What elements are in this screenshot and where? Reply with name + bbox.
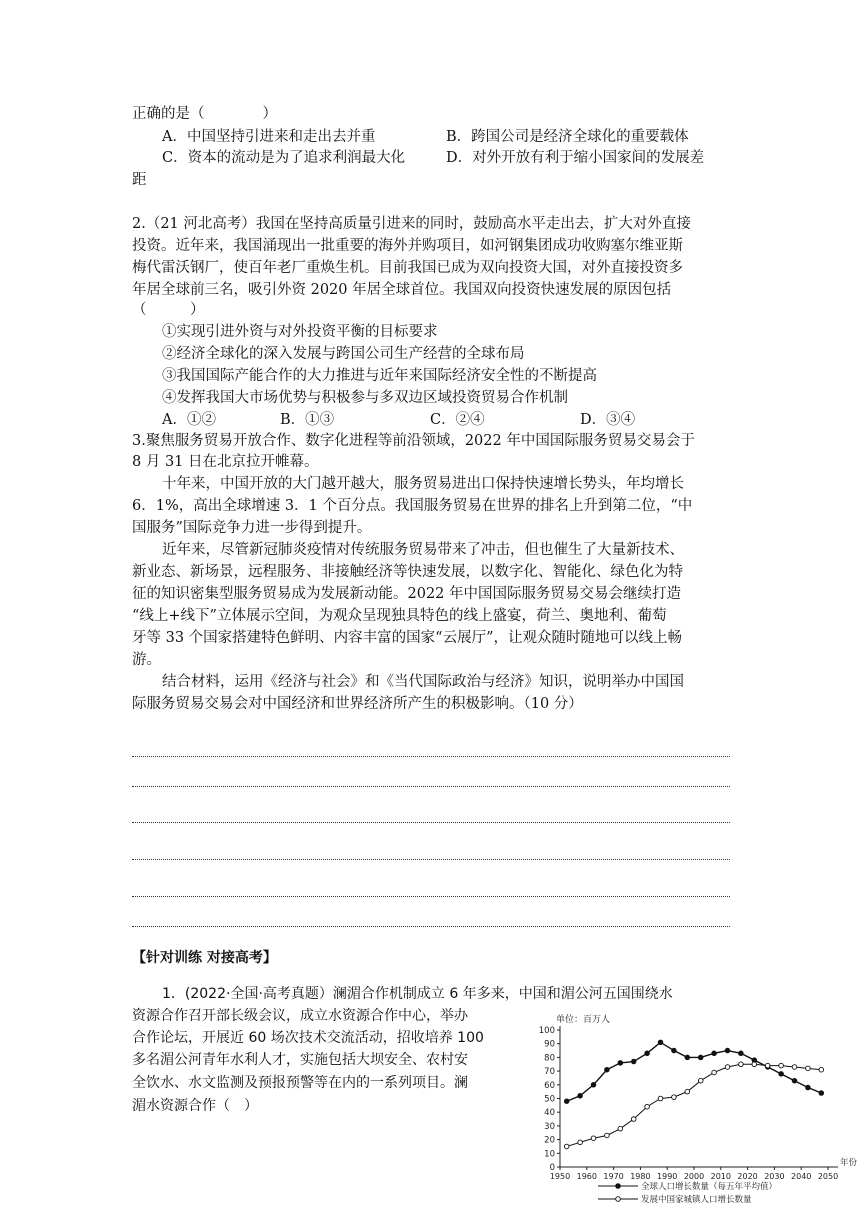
q2-choice-b: B．①③: [280, 412, 335, 428]
series-1-point: [779, 1072, 784, 1077]
series-1-point: [618, 1061, 623, 1066]
series-1-point: [658, 1040, 663, 1045]
q2-choice-a: A．①②: [162, 412, 216, 428]
y-tick-label: 20: [544, 1135, 555, 1146]
q4-line-5: 全饮水、水文监测及预报预警等在内的一系列项目。澜: [132, 1075, 468, 1091]
y-tick-label: 10: [544, 1149, 555, 1160]
series-2-point: [578, 1140, 583, 1145]
q3-line-1: 3.聚焦服务贸易开放合作、数字化进程等前沿领域，2022 年中国国际服务贸易交易会于: [132, 433, 695, 449]
series-2-point: [605, 1133, 610, 1138]
series-2-point: [779, 1063, 784, 1068]
answer-line[interactable]: [132, 896, 730, 897]
legend-label-1: 全球人口增长数量（每五年平均值）: [641, 1182, 778, 1192]
q3-line-11: 游。: [132, 652, 161, 668]
series-1-point: [725, 1048, 730, 1053]
series-1-point: [698, 1055, 703, 1060]
x-axis-label: 年份: [840, 1158, 858, 1168]
x-tick-label: 2040: [791, 1172, 812, 1181]
q2-line-5: （ ）: [132, 302, 205, 318]
q2-choice-c: C．②④: [430, 412, 485, 428]
series-2-point: [591, 1136, 596, 1141]
series-2-point: [806, 1066, 811, 1071]
y-tick-label: 70: [544, 1067, 555, 1078]
q1-option-d-continued: 距: [132, 172, 147, 188]
series-1-point: [712, 1051, 717, 1056]
x-tick-label: 2020: [737, 1172, 758, 1181]
series-2-point: [618, 1126, 623, 1131]
q3-line-6: 近年来，尽管新冠肺炎疫情对传统服务贸易带来了冲击，但也催生了大量新技术、: [162, 542, 684, 558]
x-tick-label: 2010: [710, 1172, 731, 1181]
q3-line-13: 际服务贸易交易会对中国经济和世界经济所产生的积极影响。（10 分）: [132, 696, 583, 712]
q2-line-1: 2.（21 河北高考）我国在坚持高质量引进来的同时，鼓励高水平走出去，扩大对外直接: [132, 216, 691, 232]
series-2-point: [712, 1070, 717, 1075]
series-2-point: [819, 1067, 824, 1072]
q3-line-8: 征的知识密集型服务贸易成为发展新动能。2022 年中国国际服务贸易交易会继续打造: [132, 586, 682, 602]
series-2-point: [792, 1065, 797, 1070]
q2-line-4: 年居全球前三名，吸引外资 2020 年居全球首位。我国双向投资快速发展的原因包括: [132, 282, 672, 298]
population-growth-chart: [528, 1010, 858, 1216]
x-tick-label: 1950: [549, 1172, 571, 1181]
q1-stem-end: 正确的是（ ）: [132, 106, 277, 122]
y-tick-label: 100: [538, 1026, 555, 1036]
q2-line-2: 投资。近年来，我国涌现出一批重要的海外并购项目，如河钢集团成功收购塞尔维亚斯: [132, 238, 683, 254]
y-tick-label: 30: [544, 1121, 555, 1132]
x-tick-label: 1980: [630, 1172, 651, 1181]
series-1-point: [739, 1051, 744, 1056]
legend-marker-2: [616, 1197, 621, 1202]
series-1-point: [605, 1067, 610, 1072]
q1-option-b: B．跨国公司是经济全球化的重要载体: [446, 129, 689, 145]
x-tick-label: 1960: [576, 1172, 597, 1181]
y-tick-label: 90: [544, 1039, 555, 1050]
answer-line[interactable]: [132, 756, 730, 757]
q4-line-3: 合作论坛，开展近 60 场次技术交流活动，招收培养 100: [132, 1030, 484, 1046]
q3-line-2: 8 月 31 日在北京拉开帷幕。: [132, 454, 319, 470]
series-2-point: [672, 1095, 677, 1100]
y-tick-label: 40: [544, 1108, 555, 1119]
series-2-point: [752, 1062, 757, 1067]
section-title: 【针对训练 对接高考】: [132, 950, 277, 966]
series-1-point: [564, 1099, 569, 1104]
x-tick-label: 2050: [817, 1172, 839, 1181]
series-2-point: [698, 1078, 703, 1083]
series-2-point: [685, 1089, 690, 1094]
series-1-point: [792, 1078, 797, 1083]
answer-line[interactable]: [132, 926, 730, 927]
q2-item-4: ④发挥我国大市场优势与积极参与多双边区域投资贸易合作机制: [162, 390, 568, 406]
q2-item-1: ①实现引进外资与对外投资平衡的目标要求: [162, 324, 438, 340]
q1-option-d: D．对外开放有利于缩小国家间的发展差: [446, 150, 705, 166]
answer-line[interactable]: [132, 822, 730, 823]
series-1-point: [631, 1059, 636, 1064]
q3-line-7: 新业态、新场景，远程服务、非接触经济等快速发展，以数字化、智能化、绿色化为特: [132, 564, 683, 580]
x-tick-label: 1970: [603, 1172, 624, 1181]
series-2-point: [725, 1065, 730, 1070]
y-tick-label: 50: [544, 1094, 555, 1105]
q1-option-c: C．资本的流动是为了追求利润最大化: [162, 150, 406, 166]
q3-line-10: 牙等 33 个国家搭建特色鲜明、内容丰富的国家“云展厅”，让观众随时随地可以线上畅: [132, 630, 682, 646]
series-2-point: [765, 1063, 770, 1068]
series-1-point: [591, 1083, 596, 1088]
q2-item-3: ③我国国际产能合作的大力推进与近年来国际经济安全性的不断提高: [162, 368, 597, 384]
series-1-point: [685, 1055, 690, 1060]
q4-line-1: 1．(2022·全国·高考真题）澜湄合作机制成立 6 年多来，中国和湄公河五国围绕水: [162, 986, 673, 1002]
series-2-point: [645, 1104, 650, 1109]
series-2-point: [564, 1144, 569, 1149]
q3-line-9: “线上+线下”立体展示空间，为观众呈现独具特色的线上盛宴，荷兰、奥地利、葡萄: [132, 608, 667, 624]
y-tick-label: 0: [549, 1163, 555, 1173]
q2-choice-d: D．③④: [580, 412, 636, 428]
q2-item-2: ②经济全球化的深入发展与跨国公司生产经营的全球布局: [162, 346, 525, 362]
q1-option-a: A．中国坚持引进来和走出去并重: [162, 129, 376, 145]
x-tick-label: 1990: [657, 1172, 678, 1181]
series-2-point: [658, 1096, 663, 1101]
q3-line-5: 国服务”国际竞争力进一步得到提升。: [132, 520, 372, 536]
x-tick-label: 2030: [764, 1172, 785, 1181]
legend-label-2: 发展中国家城镇人口增长数量: [641, 1195, 752, 1205]
q2-line-3: 梅代雷沃钢厂，使百年老厂重焕生机。目前我国已成为双向投资大国，对外直接投资多: [132, 260, 683, 276]
series-1-point: [645, 1051, 650, 1056]
q3-line-4: 6．1%，高出全球增速 3．1 个百分点。我国服务贸易在世界的排名上升到第二位，“中: [132, 498, 693, 514]
series-1-point: [578, 1093, 583, 1098]
q3-line-12: 结合材料，运用《经济与社会》和《当代国际政治与经济》知识，说明举办中国国: [162, 674, 684, 690]
y-tick-label: 80: [544, 1053, 555, 1064]
series-2-point: [739, 1062, 744, 1067]
series-2-point: [631, 1117, 636, 1122]
q4-line-6: 湄水资源合作（ ）: [132, 1098, 258, 1114]
series-line-1: [567, 1042, 822, 1101]
answer-line[interactable]: [132, 786, 730, 787]
series-1-point: [819, 1091, 824, 1096]
legend-marker-1: [616, 1184, 621, 1189]
series-1-point: [806, 1085, 811, 1090]
answer-line[interactable]: [132, 859, 730, 860]
y-unit-label: 单位：百万人: [556, 1015, 611, 1025]
series-1-point: [672, 1048, 677, 1053]
y-tick-label: 60: [544, 1080, 555, 1091]
q3-line-3: 十年来，中国开放的大门越开越大，服务贸易进出口保持快速增长势头，年均增长: [162, 476, 684, 492]
q4-line-4: 多名湄公河青年水利人才，实施包括大坝安全、农村安: [132, 1052, 468, 1068]
x-tick-label: 2000: [683, 1172, 705, 1181]
q4-line-2: 资源合作召开部长级会议，成立水资源合作中心，举办: [132, 1008, 468, 1024]
